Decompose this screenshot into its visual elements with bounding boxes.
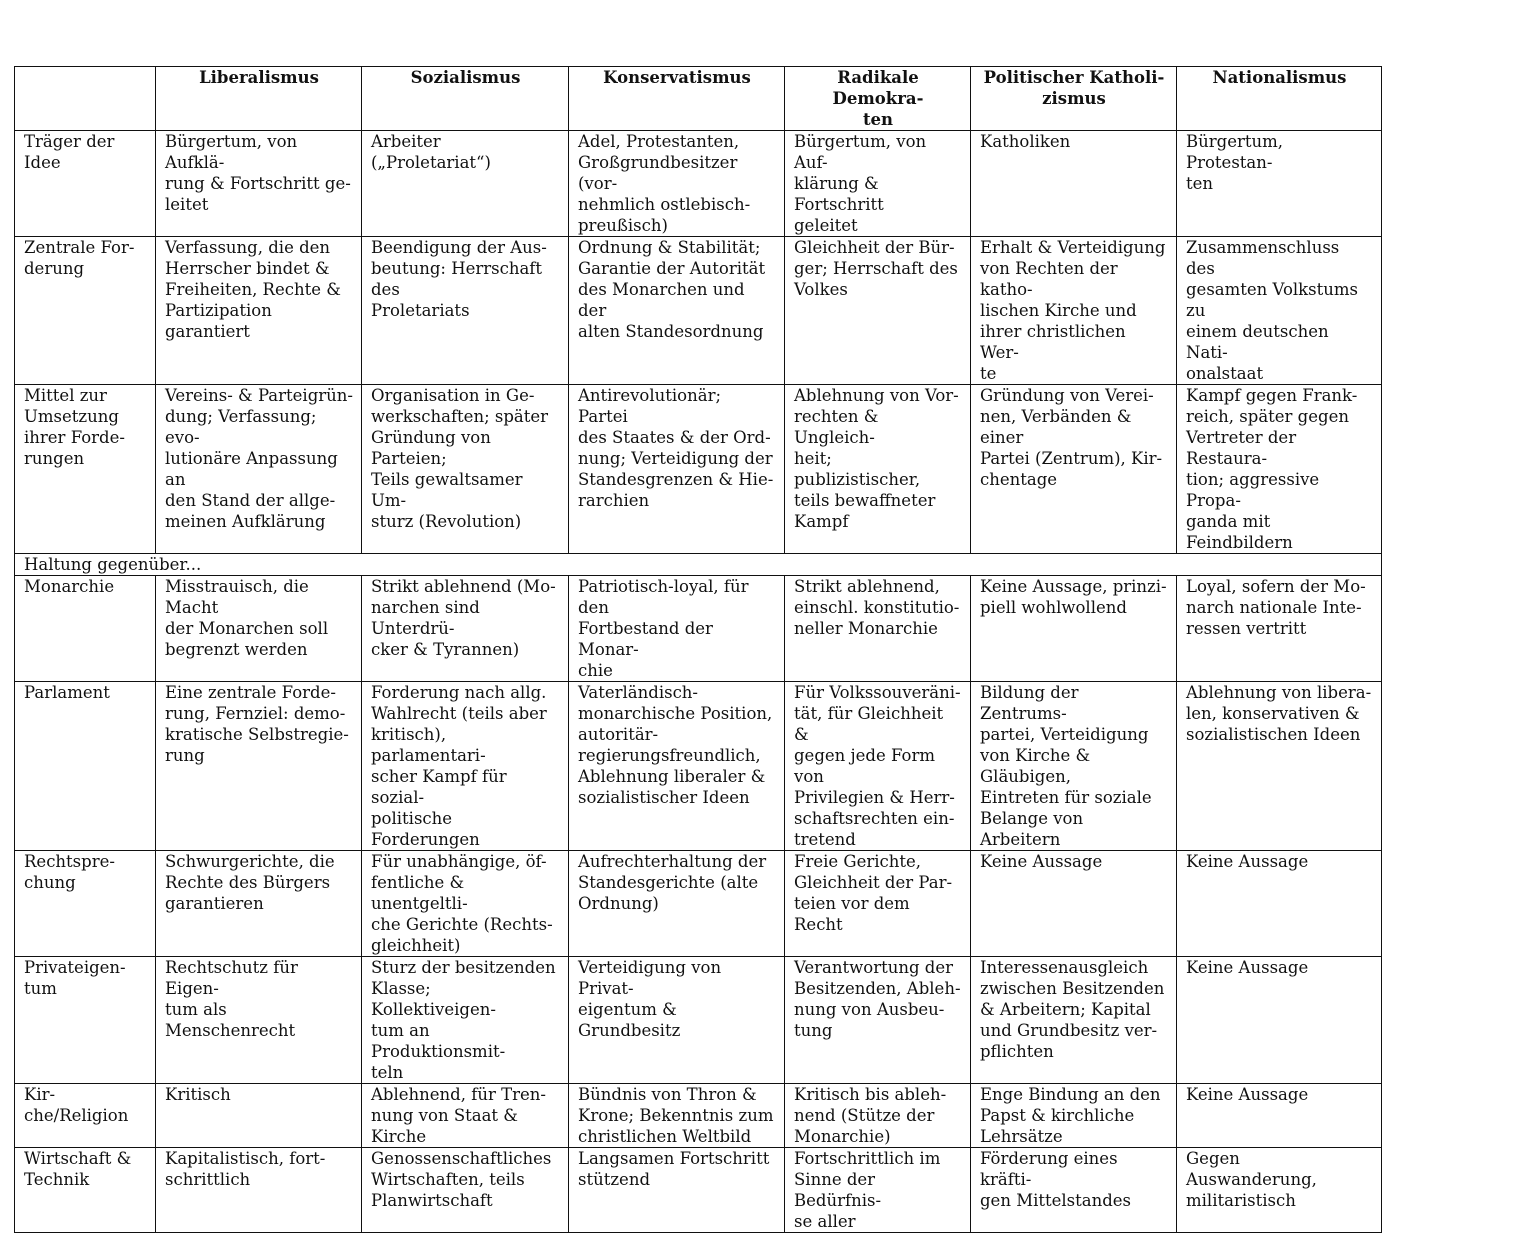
- table-cell: Strikt ablehnend (Mo- narchen sind Unterdrü- cker & Tyrannen): [362, 576, 569, 682]
- table-cell: Bündnis von Thron & Krone; Bekenntnis zum christlichen Weltbild: [569, 1084, 785, 1148]
- table-cell: Für unabhängige, öf- fentliche & unentgeltli- che Gerichte (Rechts- gleichheit): [362, 851, 569, 957]
- table-cell: Zusammenschluss des gesamten Volkstums zu einem deutschen Nati- onalstaat: [1177, 237, 1382, 385]
- table-cell: Schwurgerichte, die Rechte des Bürgers garantieren: [156, 851, 362, 957]
- table-cell: Kampf gegen Frank- reich, später gegen Vertreter der Restaura- tion; aggressive Propa- ganda mit Feindbildern: [1177, 385, 1382, 554]
- table-row: [15, 1084, 1382, 1148]
- table-cell: Gegen Auswanderung, militaristisch: [1177, 1148, 1382, 1233]
- table-cell: Katholiken: [971, 131, 1177, 237]
- table-cell: Genossenschaftliches Wirtschaften, teils Planwirtschaft: [362, 1148, 569, 1233]
- table-cell: Keine Aussage: [1177, 851, 1382, 957]
- ideology-comparison-table: [14, 66, 1382, 1233]
- row-label: Kir- che/Religion: [15, 1084, 156, 1148]
- table-cell: Aufrechterhaltung der Standesgerichte (alte Ordnung): [569, 851, 785, 957]
- header-liberalismus: Liberalismus: [156, 67, 362, 131]
- table-cell: Bürgertum, von Aufklä- rung & Fortschritt ge- leitet: [156, 131, 362, 237]
- row-label: Mittel zur Umsetzung ihrer Forde- rungen: [15, 385, 156, 554]
- table-row: [15, 576, 1382, 682]
- table-cell: Rechtschutz für Eigen- tum als Menschenrecht: [156, 957, 362, 1084]
- table-cell: Misstrauisch, die Macht der Monarchen soll begrenzt werden: [156, 576, 362, 682]
- table-cell: Forderung nach allg. Wahlrecht (teils aber kritisch), parlamentari- scher Kampf für sozial- politische Forderungen: [362, 682, 569, 851]
- table-cell: Keine Aussage: [1177, 1084, 1382, 1148]
- table-cell: Ablehnend, für Tren- nung von Staat & Kirche: [362, 1084, 569, 1148]
- table-row: [15, 957, 1382, 1084]
- table-row: [15, 1148, 1382, 1233]
- row-label: Wirtschaft & Technik: [15, 1148, 156, 1233]
- table-cell: Langsamen Fortschritt stützend: [569, 1148, 785, 1233]
- table-cell: Gründung von Verei- nen, Verbänden & einer Partei (Zentrum), Kir- chentage: [971, 385, 1177, 554]
- table-cell: Vereins- & Parteigrün- dung; Verfassung; evo- lutionäre Anpassung an den Stand der allge- meinen Aufklärung: [156, 385, 362, 554]
- table-cell: Loyal, sofern der Mo- narch nationale Inte- ressen vertritt: [1177, 576, 1382, 682]
- table-cell: Gleichheit der Bür- ger; Herrschaft des Volkes: [785, 237, 971, 385]
- table-cell: Bildung der Zentrums- partei, Verteidigung von Kirche & Gläubigen, Eintreten für soziale Belange von Arbeitern: [971, 682, 1177, 851]
- header-radikale-demokraten: Radikale Demokra- ten: [785, 67, 971, 131]
- table-cell: Beendigung der Aus- beutung: Herrschaft des Proletariats: [362, 237, 569, 385]
- table-row: [15, 851, 1382, 957]
- table-cell: Kapitalistisch, fort- schrittlich: [156, 1148, 362, 1233]
- table-cell: Eine zentrale Forde- rung, Fernziel: demo- kratische Selbstregie- rung: [156, 682, 362, 851]
- header-nationalismus: Nationalismus: [1177, 67, 1382, 131]
- table-cell: Förderung eines kräfti- gen Mittelstandes: [971, 1148, 1177, 1233]
- table-cell: Bürgertum, Protestan- ten: [1177, 131, 1382, 237]
- header-corner: [15, 67, 156, 131]
- header-konservatismus: Konservatismus: [569, 67, 785, 131]
- row-label: Träger der Idee: [15, 131, 156, 237]
- header-row: [15, 67, 1382, 131]
- table-cell: Vaterländisch- monarchische Position, autoritär- regierungsfreundlich, Ablehnung liberaler & sozialistischer Ideen: [569, 682, 785, 851]
- table-cell: Ablehnung von Vor- rechten & Ungleich- heit; publizistischer, teils bewaffneter Kampf: [785, 385, 971, 554]
- table-cell: Bürgertum, von Auf- klärung & Fortschritt geleitet: [785, 131, 971, 237]
- table-cell: Kritisch: [156, 1084, 362, 1148]
- table-cell: Verteidigung von Privat- eigentum & Grundbesitz: [569, 957, 785, 1084]
- row-label: Zentrale For- derung: [15, 237, 156, 385]
- table-cell: Kritisch bis ableh- nend (Stütze der Monarchie): [785, 1084, 971, 1148]
- table-cell: Freie Gerichte, Gleichheit der Par- teien vor dem Recht: [785, 851, 971, 957]
- row-label: Parlament: [15, 682, 156, 851]
- table-cell: Patriotisch-loyal, für den Fortbestand der Monar- chie: [569, 576, 785, 682]
- table-row: [15, 385, 1382, 554]
- section-heading: Haltung gegenüber...: [15, 554, 1382, 576]
- table-cell: Verfassung, die den Herrscher bindet & Freiheiten, Rechte & Partizipation garantiert: [156, 237, 362, 385]
- row-label: Privateigen- tum: [15, 957, 156, 1084]
- section-row: [15, 554, 1382, 576]
- table-cell: Antirevolutionär; Partei des Staates & der Ord- nung; Verteidigung der Standesgrenzen & Hie- rarchien: [569, 385, 785, 554]
- table-cell: Ordnung & Stabilität; Garantie der Autorität des Monarchen und der alten Standesordnung: [569, 237, 785, 385]
- table-cell: Interessenausgleich zwischen Besitzenden & Arbeitern; Kapital und Grundbesitz ver- pflichten: [971, 957, 1177, 1084]
- table-row: [15, 237, 1382, 385]
- table-cell: Organisation in Ge- werkschaften; später Gründung von Parteien; Teils gewaltsamer Um- sturz (Revolution): [362, 385, 569, 554]
- row-label: Monarchie: [15, 576, 156, 682]
- table-cell: Keine Aussage: [971, 851, 1177, 957]
- table-cell: Ablehnung von libera- len, konservativen & sozialistischen Ideen: [1177, 682, 1382, 851]
- table-row: [15, 131, 1382, 237]
- table-cell: Keine Aussage: [1177, 957, 1382, 1084]
- table-cell: Erhalt & Verteidigung von Rechten der katho- lischen Kirche und ihrer christlichen Wer- te: [971, 237, 1177, 385]
- table-cell: Arbeiter („Proletariat“): [362, 131, 569, 237]
- row-label: Rechtspre- chung: [15, 851, 156, 957]
- table-cell: Fortschrittlich im Sinne der Bedürfnis- se aller: [785, 1148, 971, 1233]
- header-politischer-katholizismus: Politischer Katholi- zismus: [971, 67, 1177, 131]
- table-cell: Sturz der besitzenden Klasse; Kollektiveigen- tum an Produktionsmit- teln: [362, 957, 569, 1084]
- table-cell: Enge Bindung an den Papst & kirchliche Lehrsätze: [971, 1084, 1177, 1148]
- header-sozialismus: Sozialismus: [362, 67, 569, 131]
- table-row: [15, 682, 1382, 851]
- table-cell: Adel, Protestanten, Großgrundbesitzer (vor- nehmlich ostlebisch- preußisch): [569, 131, 785, 237]
- table-cell: Verantwortung der Besitzenden, Ableh- nung von Ausbeu- tung: [785, 957, 971, 1084]
- table-cell: Strikt ablehnend, einschl. konstitutio- neller Monarchie: [785, 576, 971, 682]
- table-cell: Keine Aussage, prinzi- piell wohlwollend: [971, 576, 1177, 682]
- table-cell: Für Volkssouveräni- tät, für Gleichheit & gegen jede Form von Privilegien & Herr- schaftsrechten ein- tretend: [785, 682, 971, 851]
